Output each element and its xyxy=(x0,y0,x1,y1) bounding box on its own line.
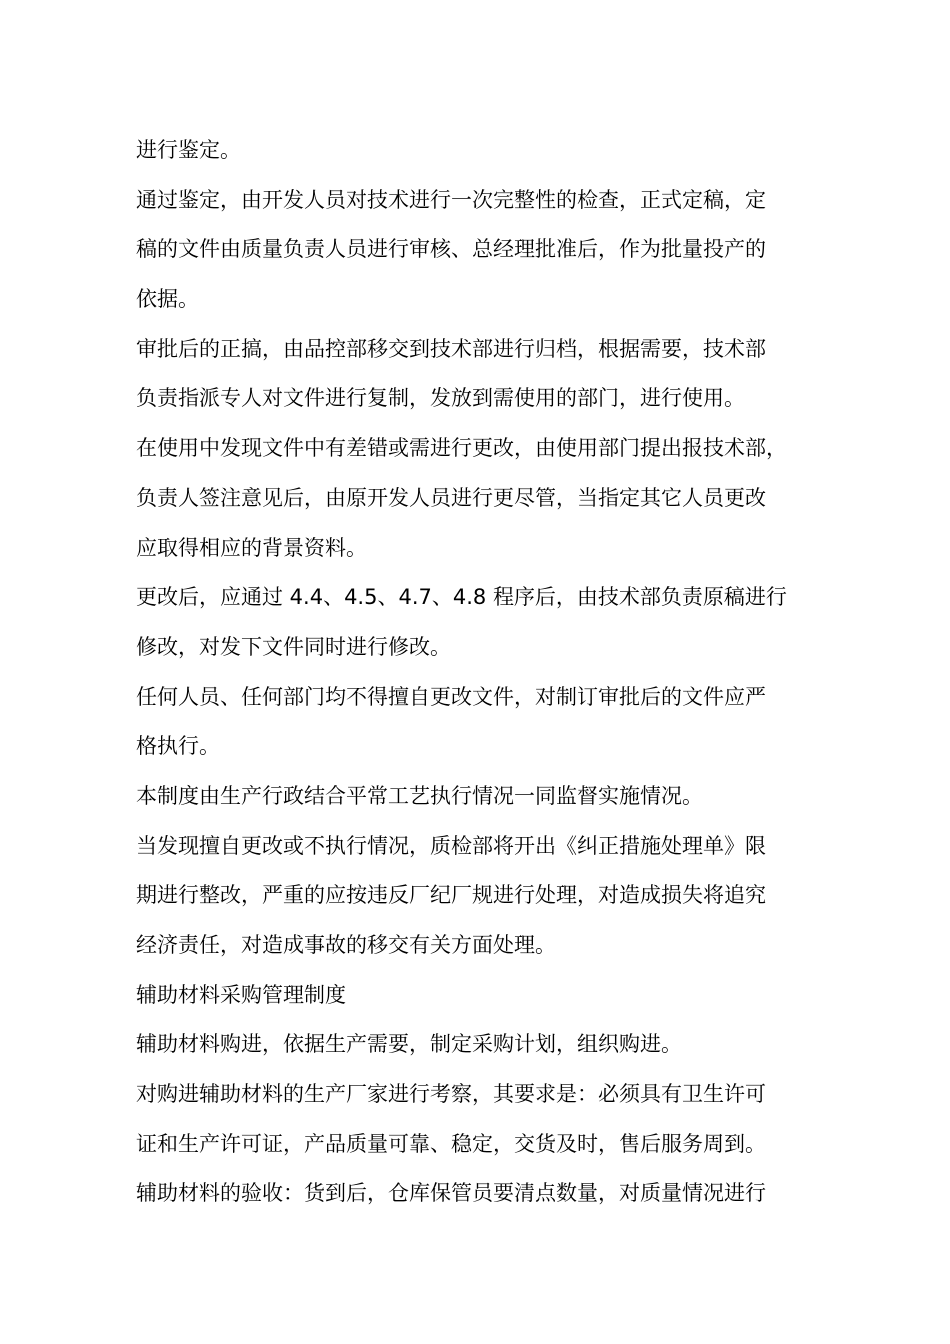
text-line: 应取得相应的背景资料。 xyxy=(136,535,367,560)
text-line: 证和生产许可证，产品质量可靠、稳定，交货及时，售后服务周到。 xyxy=(136,1131,766,1156)
text-line: 格执行。 xyxy=(136,734,220,759)
text-line: 负责人签注意见后，由原开发人员进行更尽管，当指定其它人员更改 xyxy=(136,485,766,510)
text-line: 期进行整改，严重的应按违反厂纪厂规进行处理，对造成损失将追究 xyxy=(136,883,766,908)
text-line: 依据。 xyxy=(136,287,199,312)
text-line: 更改后，应通过 4.4、4.5、4.7、4.8 程序后，由技术部负责原稿进行 xyxy=(136,585,787,610)
text-line: 进行鉴定。 xyxy=(136,138,241,162)
text-line: 稿的文件由质量负责人员进行审核、总经理批准后，作为批量投产的 xyxy=(136,237,766,262)
text-line: 辅助材料购进，依据生产需要，制定采购计划，组织购进。 xyxy=(136,1032,682,1057)
text-line: 在使用中发现文件中有差错或需进行更改，由使用部门提出报技术部， xyxy=(136,436,787,461)
body-text xyxy=(136,126,826,1219)
text-line: 负责指派专人对文件进行复制，发放到需使用的部门，进行使用。 xyxy=(136,386,745,411)
text-line: 修改，对发下文件同时进行修改。 xyxy=(136,634,451,659)
text-line: 审批后的正搞，由品控部移交到技术部进行归档，根据需要，技术部 xyxy=(136,336,766,361)
text-line: 经济责任，对造成事故的移交有关方面处理。 xyxy=(136,933,556,957)
text-line: 本制度由生产行政结合平常工艺执行情况一同监督实施情况。 xyxy=(136,783,703,808)
text-line: 通过鉴定，由开发人员对技术进行一次完整性的检查，正式定稿，定 xyxy=(136,187,766,212)
text-line: 辅助材料的验收：货到后，仓库保管员要清点数量，对质量情况进行 xyxy=(136,1181,766,1206)
section-heading: 辅助材料采购管理制度 xyxy=(136,982,346,1007)
text-line: 任何人员、任何部门均不得擅自更改文件，对制订审批后的文件应严 xyxy=(136,684,766,709)
text-line: 对购进辅助材料的生产厂家进行考察，其要求是：必须具有卫生许可 xyxy=(136,1082,766,1107)
text-line: 当发现擅自更改或不执行情况，质检部将开出《纠正措施处理单》限 xyxy=(136,833,766,858)
